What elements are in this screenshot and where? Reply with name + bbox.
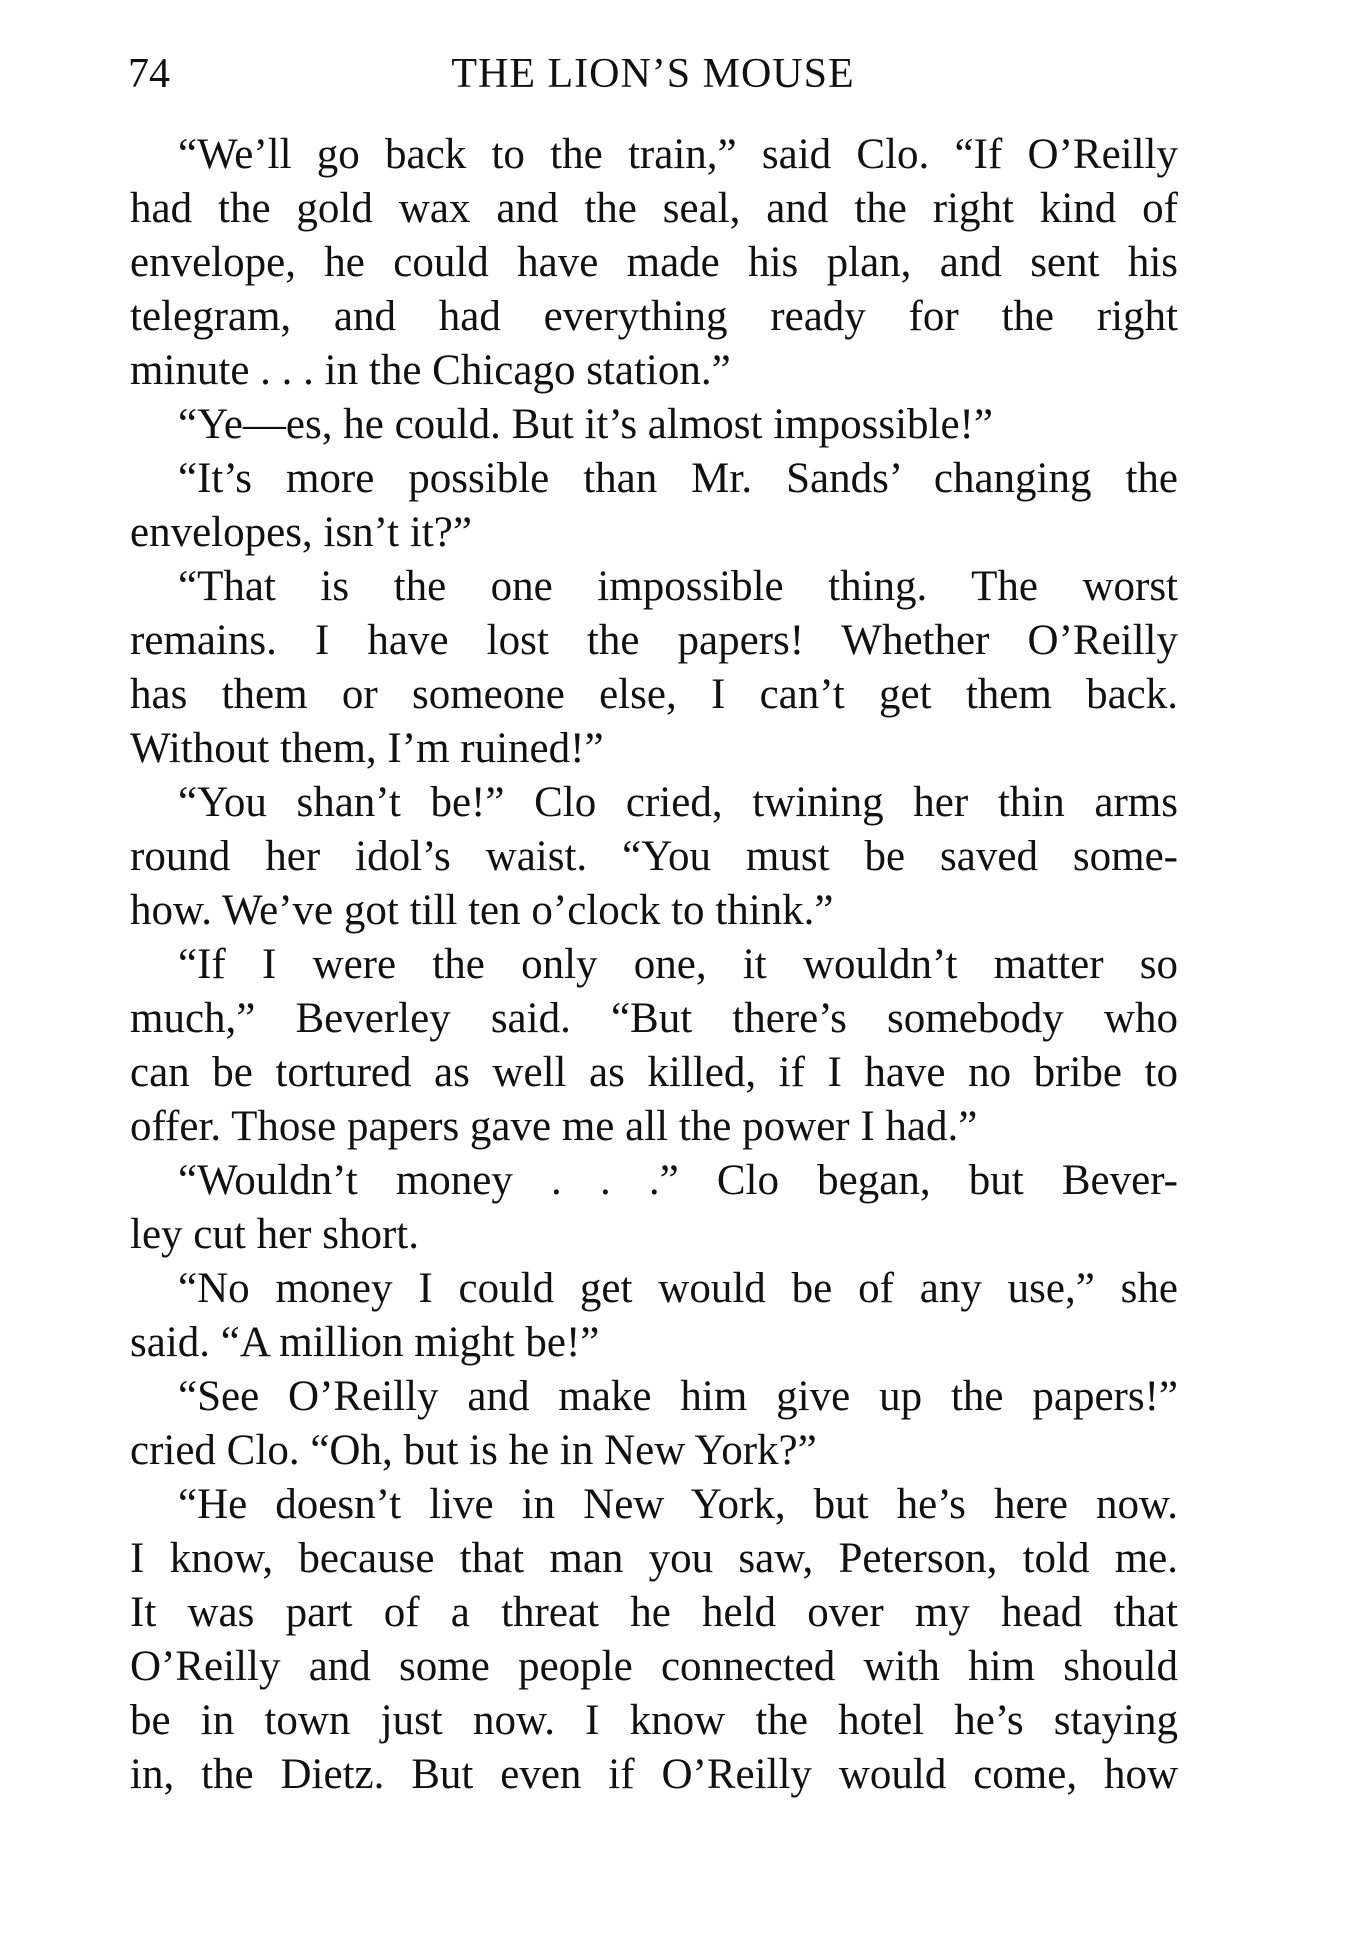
text-line: remains. I have lost the papers! Whether O’Reilly	[130, 617, 1178, 664]
text-line: cried Clo. “Oh, but is he in New York?”	[130, 1427, 817, 1474]
text-line: “See O’Reilly and make him give up the papers!”	[178, 1373, 1178, 1420]
text-line: be in town just now. I know the hotel he’s staying	[130, 1697, 1178, 1744]
text-line: I know, because that man you saw, Peterson, told me.	[130, 1535, 1178, 1582]
text-line: round her idol’s waist. “You must be saved some-	[130, 833, 1178, 880]
text-line: offer. Those papers gave me all the power I had.”	[130, 1103, 978, 1150]
text-line: “It’s more possible than Mr. Sands’ changing the	[178, 455, 1178, 502]
body-text	[130, 128, 1178, 1802]
text-line: ley cut her short.	[130, 1211, 419, 1258]
text-line: “We’ll go back to the train,” said Clo. “If O’Reilly	[178, 131, 1178, 178]
page-number: 74	[128, 51, 170, 97]
text-line: Without them, I’m ruined!”	[130, 725, 604, 772]
text-line: “You shan’t be!” Clo cried, twining her thin arms	[178, 779, 1178, 826]
text-line: “If I were the only one, it wouldn’t matter so	[178, 941, 1178, 988]
text-line: “Ye—es, he could. But it’s almost impossible!”	[178, 401, 993, 448]
text-line: has them or someone else, I can’t get them back.	[130, 671, 1178, 718]
text-line: “He doesn’t live in New York, but he’s here now.	[178, 1481, 1178, 1528]
text-line: in, the Dietz. But even if O’Reilly would come, how	[130, 1751, 1178, 1798]
text-line: said. “A million might be!”	[130, 1319, 600, 1366]
text-line: “No money I could get would be of any use,” she	[178, 1265, 1178, 1312]
text-line: telegram, and had everything ready for the right	[130, 293, 1178, 340]
text-line: had the gold wax and the seal, and the right kind of	[130, 185, 1178, 232]
text-line: It was part of a threat he held over my head that	[130, 1589, 1178, 1636]
running-title: THE LION’S MOUSE	[451, 51, 855, 97]
text-line: “That is the one impossible thing. The worst	[178, 563, 1178, 610]
text-line: “Wouldn’t money . . .” Clo began, but Bever-	[178, 1157, 1178, 1204]
text-line: O’Reilly and some people connected with him should	[130, 1643, 1178, 1690]
text-line: envelope, he could have made his plan, and sent his	[130, 239, 1178, 286]
text-line: how. We’ve got till ten o’clock to think.”	[130, 887, 834, 934]
text-line: envelopes, isn’t it?”	[130, 509, 472, 556]
running-head	[128, 44, 1178, 104]
text-line: can be tortured as well as killed, if I have no bribe to	[130, 1049, 1178, 1096]
text-line: minute . . . in the Chicago station.”	[130, 347, 731, 394]
text-line: much,” Beverley said. “But there’s somebody who	[130, 995, 1178, 1042]
